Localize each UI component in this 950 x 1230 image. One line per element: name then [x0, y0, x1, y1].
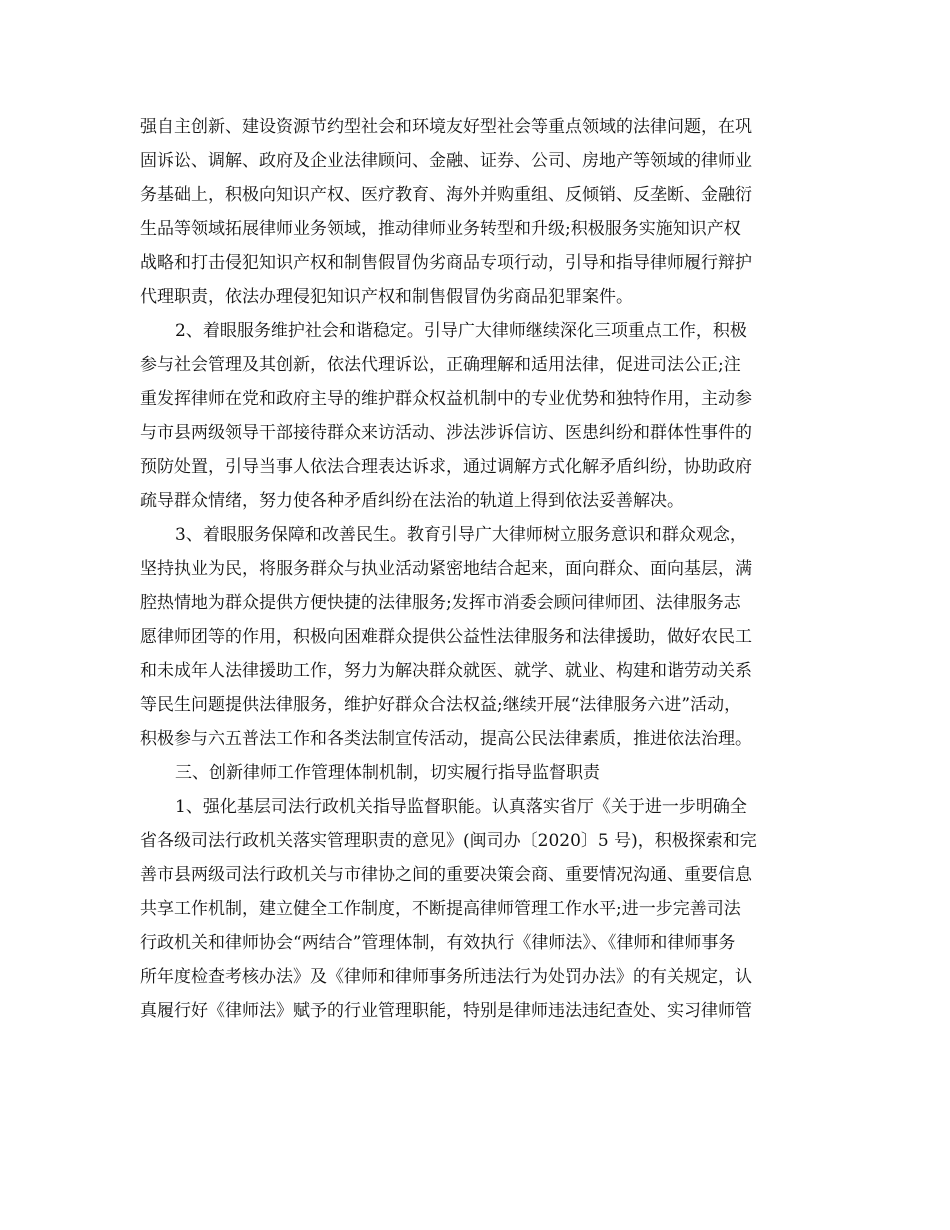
text-line	[0, 586, 950, 620]
text-line	[0, 178, 950, 212]
text-line	[0, 314, 950, 348]
text-line	[0, 552, 950, 586]
text-line	[0, 892, 950, 926]
text-line-content: 疏导群众情绪，努力使各种矛盾纠纷在法治的轨道上得到依法妥善解决。	[140, 491, 684, 511]
text-line	[0, 688, 950, 722]
text-line	[0, 484, 950, 518]
text-line	[0, 960, 950, 994]
text-line	[0, 994, 950, 1028]
text-line-content: 强自主创新、建设资源节约型社会和环境友好型社会等重点领域的法律问题，在巩	[140, 117, 752, 137]
text-line-content: 预防处置，引导当事人依法合理表达诉求，通过调解方式化解矛盾纠纷，协助政府	[140, 457, 752, 477]
text-line	[0, 144, 950, 178]
text-line-content: 3、着眼服务保障和改善民生。教育引导广大律师树立服务意识和群众观念，	[175, 525, 747, 545]
text-line-content: 腔热情地为群众提供方便快捷的法律服务;发挥市消委会顾问律师团、法律服务志	[140, 593, 741, 613]
text-line-content: 1、强化基层司法行政机关指导监督职能。认真落实省厅《关于进一步明确全	[175, 797, 747, 817]
text-line-content: 善市县两级司法行政机关与市律协之间的重要决策会商、重要情况沟通、重要信息	[140, 865, 752, 885]
text-line-content: 省各级司法行政机关落实管理职责的意见》(闽司办〔2020〕5 号)，积极探索和完	[140, 831, 757, 851]
text-line-content: 重发挥律师在党和政府主导的维护群众权益机制中的专业优势和独特作用，主动参	[140, 389, 752, 409]
text-line	[0, 348, 950, 382]
text-line	[0, 824, 950, 858]
text-line-content: 生品等领域拓展律师业务领域，推动律师业务转型和升级;积极服务实施知识产权	[140, 219, 741, 239]
text-line-content: 行政机关和律师协会“两结合”管理体制，有效执行《律师法》、《律师和律师事务	[140, 933, 736, 953]
text-line	[0, 722, 950, 756]
text-line-content: 代理职责，依法办理侵犯知识产权和制售假冒伪劣商品犯罪案件。	[140, 287, 633, 307]
text-line-content: 2、着眼服务维护社会和谐稳定。引导广大律师继续深化三项重点工作，积极	[175, 321, 747, 341]
text-line-content: 共享工作机制，建立健全工作制度，不断提高律师管理工作水平;进一步完善司法	[140, 899, 741, 919]
text-line	[0, 280, 950, 314]
text-line-content: 战略和打击侵犯知识产权和制售假冒伪劣商品专项行动，引导和指导律师履行辩护	[140, 253, 752, 273]
text-line-content: 等民生问题提供法律服务，维护好群众合法权益;继续开展“法律服务六进”活动，	[140, 695, 742, 715]
text-line-content: 与市县两级领导干部接待群众来访活动、涉法涉诉信访、医患纠纷和群体性事件的	[140, 423, 752, 443]
text-line-content: 坚持执业为民，将服务群众与执业活动紧密地结合起来，面向群众、面向基层，满	[140, 559, 752, 579]
text-line	[0, 620, 950, 654]
text-line-content: 积极参与六五普法工作和各类法制宣传活动，提高公民法律素质，推进依法治理。	[140, 729, 752, 749]
text-line	[0, 858, 950, 892]
text-line-content: 固诉讼、调解、政府及企业法律顾问、金融、证券、公司、房地产等领域的律师业	[140, 151, 752, 171]
text-line	[0, 246, 950, 280]
section-heading-text: 三、创新律师工作管理体制机制，切实履行指导监督职责	[175, 763, 600, 783]
text-line	[0, 382, 950, 416]
text-line-content: 真履行好《律师法》赋予的行业管理职能，特别是律师违法违纪查处、实习律师管	[140, 1001, 752, 1021]
text-line-content: 参与社会管理及其创新，依法代理诉讼，正确理解和适用法律，促进司法公正;注	[140, 355, 741, 375]
text-line	[0, 416, 950, 450]
text-line-content: 和未成年人法律援助工作，努力为解决群众就医、就学、就业、构建和谐劳动关系	[140, 661, 752, 681]
text-line	[0, 654, 950, 688]
text-line-content: 愿律师团等的作用，积极向困难群众提供公益性法律服务和法律援助，做好农民工	[140, 627, 752, 647]
text-line	[0, 790, 950, 824]
text-line	[0, 450, 950, 484]
section-heading	[0, 756, 950, 790]
text-line-content: 务基础上，积极向知识产权、医疗教育、海外并购重组、反倾销、反垄断、金融衍	[140, 185, 752, 205]
text-line-content: 所年度检查考核办法》及《律师和律师事务所违法行为处罚办法》的有关规定，认	[140, 967, 752, 987]
text-line	[0, 518, 950, 552]
text-line	[0, 926, 950, 960]
text-line	[0, 110, 950, 144]
text-line	[0, 212, 950, 246]
